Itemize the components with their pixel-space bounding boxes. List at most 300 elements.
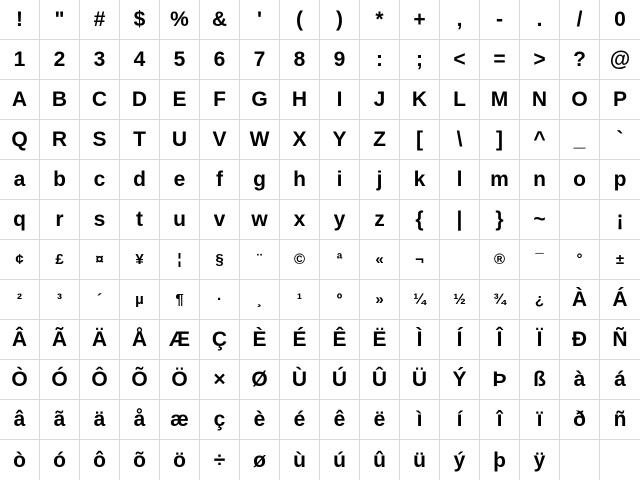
glyph-cell[interactable] [40, 120, 80, 160]
glyph-cell[interactable] [0, 320, 40, 360]
glyph-character: . [536, 8, 543, 31]
glyph-character: « [375, 251, 384, 268]
glyph-cell[interactable] [120, 320, 160, 360]
glyph-character: u [173, 208, 186, 231]
glyph-character: M [490, 88, 509, 111]
glyph-character: ÷ [213, 448, 226, 472]
glyph-cell[interactable] [160, 40, 200, 80]
glyph-cell[interactable] [200, 440, 240, 480]
glyph-cell[interactable] [200, 0, 240, 40]
glyph-cell[interactable] [320, 240, 360, 280]
glyph-cell[interactable] [240, 240, 280, 280]
glyph-cell[interactable] [320, 280, 360, 320]
glyph-cell[interactable] [40, 440, 80, 480]
glyph-cell[interactable] [560, 40, 600, 80]
glyph-character: 5 [173, 48, 186, 71]
glyph-character: 3 [93, 48, 106, 71]
glyph-cell[interactable] [160, 200, 200, 240]
glyph-cell[interactable] [120, 40, 160, 80]
glyph-character: ³ [57, 291, 62, 308]
glyph-character: ± [615, 251, 625, 268]
glyph-cell[interactable] [600, 400, 640, 440]
glyph-cell[interactable] [360, 40, 400, 80]
glyph-cell[interactable] [440, 120, 480, 160]
glyph-cell[interactable] [240, 80, 280, 120]
glyph-character: p [613, 168, 627, 191]
glyph-cell[interactable] [80, 400, 120, 440]
glyph-cell[interactable] [0, 400, 40, 440]
glyph-character: S [92, 128, 107, 151]
glyph-character: { [415, 208, 424, 231]
glyph-character: É [292, 328, 307, 351]
glyph-character: N [531, 88, 548, 111]
glyph-cell[interactable] [360, 360, 400, 400]
glyph-cell[interactable] [480, 280, 520, 320]
glyph-cell[interactable] [320, 200, 360, 240]
glyph-character: [ [416, 128, 423, 151]
glyph-character: ù [293, 448, 306, 472]
glyph-cell[interactable] [0, 360, 40, 400]
glyph-character: Ý [452, 368, 467, 391]
glyph-cell[interactable] [360, 200, 400, 240]
glyph-cell[interactable] [160, 120, 200, 160]
glyph-cell[interactable] [360, 160, 400, 200]
glyph-cell[interactable] [240, 40, 280, 80]
glyph-cell[interactable] [560, 160, 600, 200]
glyph-character: 2 [53, 48, 66, 71]
glyph-cell[interactable] [40, 320, 80, 360]
glyph-cell[interactable] [40, 360, 80, 400]
glyph-character: ò [13, 448, 26, 472]
glyph-character: À [571, 288, 588, 311]
glyph-cell[interactable] [600, 40, 640, 80]
glyph-character: ( [296, 8, 303, 31]
glyph-cell[interactable] [600, 0, 640, 40]
glyph-cell[interactable] [200, 200, 240, 240]
glyph-cell[interactable] [600, 80, 640, 120]
glyph-cell[interactable] [120, 120, 160, 160]
glyph-cell[interactable] [40, 0, 80, 40]
glyph-cell[interactable] [560, 0, 600, 40]
glyph-cell[interactable] [200, 160, 240, 200]
glyph-character: ¿ [534, 291, 545, 308]
glyph-character: ü [413, 448, 426, 472]
glyph-character: ¸ [257, 291, 262, 308]
glyph-cell[interactable] [600, 280, 640, 320]
glyph-cell[interactable] [280, 320, 320, 360]
glyph-cell[interactable] [80, 320, 120, 360]
glyph-cell[interactable] [40, 40, 80, 80]
glyph-cell[interactable] [320, 440, 360, 480]
glyph-character: V [212, 128, 227, 151]
glyph-character: Ò [11, 368, 28, 391]
glyph-cell[interactable] [360, 240, 400, 280]
glyph-character: Þ [492, 368, 507, 391]
glyph-cell[interactable] [440, 160, 480, 200]
glyph-cell[interactable] [200, 360, 240, 400]
glyph-character: Z [373, 128, 386, 151]
glyph-character: L [453, 88, 466, 111]
glyph-cell[interactable] [320, 0, 360, 40]
glyph-cell[interactable] [0, 440, 40, 480]
glyph-cell[interactable] [280, 40, 320, 80]
glyph-character: , [456, 8, 463, 31]
glyph-character: X [292, 128, 307, 151]
glyph-cell[interactable] [560, 440, 600, 480]
glyph-cell[interactable] [200, 280, 240, 320]
glyph-cell[interactable] [120, 200, 160, 240]
glyph-cell[interactable] [80, 0, 120, 40]
glyph-cell[interactable] [360, 120, 400, 160]
glyph-cell[interactable] [480, 360, 520, 400]
glyph-cell[interactable] [480, 160, 520, 200]
glyph-character: ® [493, 251, 506, 268]
glyph-cell[interactable] [160, 240, 200, 280]
glyph-cell[interactable] [320, 80, 360, 120]
glyph-character: ? [573, 48, 586, 71]
glyph-cell[interactable] [200, 400, 240, 440]
glyph-character: d [133, 168, 146, 191]
glyph-cell[interactable] [440, 320, 480, 360]
glyph-cell[interactable] [240, 160, 280, 200]
glyph-cell[interactable] [400, 200, 440, 240]
glyph-character: · [217, 291, 222, 308]
glyph-cell[interactable] [400, 360, 440, 400]
glyph-cell[interactable] [200, 240, 240, 280]
glyph-cell[interactable] [520, 200, 560, 240]
glyph-cell[interactable] [560, 400, 600, 440]
glyph-character: g [253, 168, 266, 191]
glyph-character: 7 [253, 48, 266, 71]
glyph-cell[interactable] [320, 360, 360, 400]
glyph-cell[interactable] [120, 440, 160, 480]
glyph-character: Í [456, 328, 463, 351]
glyph-cell[interactable] [560, 80, 600, 120]
glyph-cell[interactable] [240, 0, 280, 40]
glyph-character: Ä [91, 328, 108, 351]
glyph-character: Å [131, 328, 148, 351]
glyph-character: Û [371, 368, 388, 391]
glyph-character: Ì [416, 328, 423, 351]
glyph-cell[interactable] [280, 120, 320, 160]
glyph-cell[interactable] [600, 240, 640, 280]
glyph-cell[interactable] [40, 80, 80, 120]
glyph-character: ; [416, 48, 423, 71]
glyph-character: W [249, 128, 270, 151]
glyph-cell[interactable] [480, 200, 520, 240]
glyph-character: K [411, 88, 428, 111]
glyph-character: G [251, 88, 268, 111]
glyph-cell[interactable] [160, 160, 200, 200]
glyph-cell[interactable] [400, 320, 440, 360]
glyph-cell[interactable] [160, 0, 200, 40]
glyph-cell[interactable] [200, 120, 240, 160]
glyph-cell[interactable] [600, 320, 640, 360]
glyph-cell[interactable] [360, 0, 400, 40]
glyph-cell[interactable] [360, 320, 400, 360]
glyph-character: ¡ [616, 208, 624, 231]
glyph-cell[interactable] [120, 280, 160, 320]
glyph-cell[interactable] [80, 40, 120, 80]
glyph-character: ² [17, 291, 22, 308]
glyph-character: È [252, 328, 267, 351]
glyph-character: # [93, 8, 106, 31]
glyph-cell[interactable] [560, 120, 600, 160]
glyph-cell[interactable] [280, 360, 320, 400]
glyph-cell[interactable] [40, 240, 80, 280]
glyph-cell[interactable] [80, 80, 120, 120]
glyph-cell[interactable] [160, 400, 200, 440]
glyph-cell[interactable] [240, 280, 280, 320]
glyph-cell[interactable] [560, 280, 600, 320]
glyph-character: é [293, 408, 306, 431]
glyph-cell[interactable] [520, 360, 560, 400]
glyph-character: ô [93, 448, 106, 472]
glyph-cell[interactable] [360, 280, 400, 320]
glyph-cell[interactable] [480, 320, 520, 360]
glyph-cell[interactable] [40, 160, 80, 200]
glyph-cell[interactable] [600, 200, 640, 240]
glyph-cell[interactable] [360, 440, 400, 480]
glyph-cell[interactable] [120, 240, 160, 280]
glyph-cell[interactable] [440, 240, 480, 280]
glyph-cell[interactable] [120, 0, 160, 40]
glyph-character: ß [533, 368, 546, 391]
glyph-cell[interactable] [280, 400, 320, 440]
glyph-character: F [213, 88, 226, 111]
glyph-character: ì [416, 408, 423, 431]
glyph-cell[interactable] [120, 160, 160, 200]
glyph-cell[interactable] [80, 240, 120, 280]
glyph-cell[interactable] [440, 80, 480, 120]
glyph-character: Ö [171, 368, 188, 391]
glyph-cell[interactable] [520, 80, 560, 120]
glyph-character: Á [612, 288, 628, 311]
glyph-cell[interactable] [480, 120, 520, 160]
glyph-cell[interactable] [120, 400, 160, 440]
glyph-character: T [133, 128, 146, 151]
glyph-cell[interactable] [200, 320, 240, 360]
glyph-cell[interactable] [0, 40, 40, 80]
glyph-cell[interactable] [480, 240, 520, 280]
glyph-cell[interactable] [440, 440, 480, 480]
glyph-cell[interactable] [480, 440, 520, 480]
glyph-cell[interactable] [400, 280, 440, 320]
glyph-cell[interactable] [480, 0, 520, 40]
glyph-cell[interactable] [560, 240, 600, 280]
glyph-cell[interactable] [360, 80, 400, 120]
glyph-cell[interactable] [120, 80, 160, 120]
glyph-character: Ë [372, 328, 387, 351]
glyph-cell[interactable] [160, 80, 200, 120]
glyph-character: \ [456, 128, 463, 151]
glyph-character: ¶ [175, 291, 184, 308]
glyph-cell[interactable] [280, 440, 320, 480]
glyph-character: ¬ [415, 251, 424, 268]
glyph-cell[interactable] [600, 440, 640, 480]
glyph-character: 9 [333, 48, 346, 71]
glyph-cell[interactable] [160, 320, 200, 360]
glyph-cell[interactable] [480, 80, 520, 120]
glyph-cell[interactable] [160, 280, 200, 320]
glyph-cell[interactable] [240, 200, 280, 240]
glyph-cell[interactable] [40, 200, 80, 240]
glyph-cell[interactable] [120, 360, 160, 400]
glyph-character: © [293, 251, 306, 268]
glyph-cell[interactable] [440, 40, 480, 80]
glyph-character: á [614, 368, 626, 391]
glyph-character: Ü [411, 368, 428, 391]
glyph-cell[interactable] [320, 160, 360, 200]
glyph-character: ¯ [535, 251, 544, 268]
glyph-character: Ô [91, 368, 108, 391]
glyph-character: Õ [131, 368, 148, 391]
glyph-cell[interactable] [560, 320, 600, 360]
glyph-character: ^ [533, 128, 546, 151]
glyph-cell[interactable] [80, 440, 120, 480]
glyph-cell[interactable] [520, 440, 560, 480]
glyph-cell[interactable] [520, 240, 560, 280]
glyph-cell[interactable] [440, 400, 480, 440]
glyph-character: k [413, 168, 426, 191]
glyph-character: C [91, 88, 108, 111]
glyph-character: ½ [453, 291, 466, 308]
glyph-character: ¾ [493, 291, 506, 308]
glyph-character: e [173, 168, 186, 191]
glyph-character: n [533, 168, 546, 191]
glyph-character: ¥ [135, 251, 144, 268]
glyph-cell[interactable] [280, 240, 320, 280]
glyph-cell[interactable] [240, 360, 280, 400]
glyph-cell[interactable] [280, 80, 320, 120]
glyph-cell[interactable] [600, 120, 640, 160]
glyph-cell[interactable] [160, 440, 200, 480]
glyph-cell[interactable] [280, 280, 320, 320]
glyph-character: q [13, 208, 26, 231]
glyph-character: Ñ [612, 328, 628, 351]
glyph-cell[interactable] [520, 320, 560, 360]
glyph-character: - [496, 8, 503, 31]
glyph-cell[interactable] [40, 400, 80, 440]
glyph-cell[interactable] [440, 200, 480, 240]
glyph-cell[interactable] [0, 200, 40, 240]
glyph-cell[interactable] [400, 160, 440, 200]
glyph-character: à [573, 368, 586, 391]
glyph-cell[interactable] [0, 280, 40, 320]
glyph-cell[interactable] [320, 320, 360, 360]
glyph-character: j [376, 168, 383, 191]
glyph-cell[interactable] [440, 0, 480, 40]
glyph-character: _ [573, 128, 586, 151]
glyph-character: ú [333, 448, 346, 472]
glyph-cell[interactable] [200, 80, 240, 120]
glyph-character: 6 [213, 48, 226, 71]
glyph-character: a [13, 168, 26, 191]
glyph-cell[interactable] [400, 440, 440, 480]
glyph-cell[interactable] [240, 120, 280, 160]
glyph-cell[interactable] [440, 360, 480, 400]
glyph-character: ê [333, 408, 346, 431]
glyph-character: ä [93, 408, 106, 431]
glyph-character: P [612, 88, 627, 111]
glyph-cell[interactable] [0, 240, 40, 280]
glyph-cell[interactable] [600, 160, 640, 200]
glyph-character: ` [616, 128, 624, 151]
glyph-cell[interactable] [480, 40, 520, 80]
glyph-cell[interactable] [400, 120, 440, 160]
glyph-cell[interactable] [400, 400, 440, 440]
glyph-cell[interactable] [400, 240, 440, 280]
glyph-cell[interactable] [0, 160, 40, 200]
glyph-cell[interactable] [560, 200, 600, 240]
glyph-character: : [376, 48, 383, 71]
glyph-cell[interactable] [80, 200, 120, 240]
glyph-cell[interactable] [160, 360, 200, 400]
glyph-character: » [375, 291, 384, 308]
glyph-cell[interactable] [520, 400, 560, 440]
glyph-cell[interactable] [280, 0, 320, 40]
glyph-cell[interactable] [520, 40, 560, 80]
glyph-cell[interactable] [600, 360, 640, 400]
glyph-cell[interactable] [400, 80, 440, 120]
glyph-character: > [533, 48, 546, 71]
glyph-cell[interactable] [0, 120, 40, 160]
glyph-cell[interactable] [80, 120, 120, 160]
glyph-cell[interactable] [280, 160, 320, 200]
glyph-character: × [213, 368, 226, 391]
glyph-cell[interactable] [320, 400, 360, 440]
glyph-cell[interactable] [240, 440, 280, 480]
glyph-character: B [51, 88, 68, 111]
glyph-character: ý [453, 448, 466, 472]
glyph-character: + [413, 8, 426, 31]
glyph-character: c [93, 168, 106, 191]
glyph-cell[interactable] [240, 320, 280, 360]
glyph-cell[interactable] [520, 120, 560, 160]
glyph-character: z [374, 208, 385, 231]
glyph-cell[interactable] [80, 160, 120, 200]
glyph-character: ª [336, 251, 343, 268]
glyph-character: < [453, 48, 466, 71]
glyph-character: h [293, 168, 306, 191]
glyph-cell[interactable] [40, 280, 80, 320]
glyph-character: i [336, 168, 343, 191]
glyph-cell[interactable] [240, 400, 280, 440]
glyph-cell[interactable] [320, 40, 360, 80]
glyph-cell[interactable] [80, 280, 120, 320]
glyph-character: } [495, 208, 504, 231]
glyph-cell[interactable] [480, 400, 520, 440]
glyph-character: 1 [13, 48, 26, 71]
glyph-cell[interactable] [0, 80, 40, 120]
glyph-cell[interactable] [400, 40, 440, 80]
glyph-cell[interactable] [520, 280, 560, 320]
glyph-cell[interactable] [360, 400, 400, 440]
glyph-cell[interactable] [520, 160, 560, 200]
glyph-cell[interactable] [0, 0, 40, 40]
glyph-character: ö [173, 448, 186, 472]
glyph-cell[interactable] [280, 200, 320, 240]
glyph-character: ~ [533, 208, 546, 231]
glyph-cell[interactable] [320, 120, 360, 160]
glyph-cell[interactable] [560, 360, 600, 400]
glyph-character: ð [573, 408, 586, 431]
glyph-cell[interactable] [440, 280, 480, 320]
glyph-cell[interactable] [200, 40, 240, 80]
glyph-cell[interactable] [520, 0, 560, 40]
glyph-cell[interactable] [400, 0, 440, 40]
glyph-cell[interactable] [80, 360, 120, 400]
